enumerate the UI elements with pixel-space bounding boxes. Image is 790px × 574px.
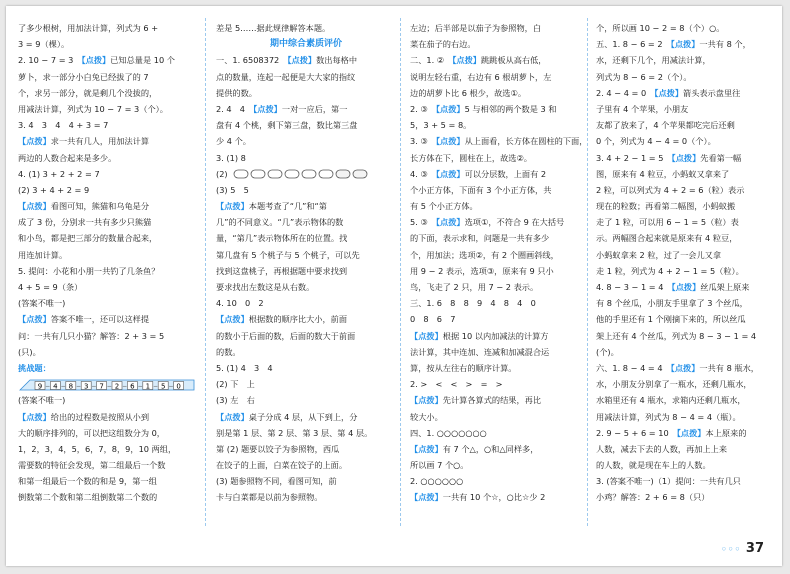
- train-number: 6: [130, 381, 135, 390]
- cloud-icon: [302, 170, 316, 178]
- text-line: 用连加计算。: [18, 249, 68, 260]
- column-divider: [205, 18, 206, 526]
- hint-tag: 【点拨】: [216, 411, 249, 422]
- text-line: 个，求另一部分，就是剩几个没拔的，: [18, 87, 158, 98]
- text-line: (答案不唯一): [18, 395, 66, 406]
- cloud-icon: [319, 170, 333, 178]
- text-line: 水，小朋友分别拿了一瓶水，还剩几瓶水，: [596, 379, 752, 390]
- text-line: 【点拨】看图可知，熊猫和乌龟是分: [18, 201, 150, 212]
- text-line: 个小正方体，下面有 3 个小正方体，共: [410, 184, 552, 195]
- text-line: 说明左轻右重，右边有 6 根胡萝卜，左: [410, 71, 552, 82]
- text-line: [18, 376, 198, 392]
- text-line: 3. ③ 【点拨】从上面看，长方体在圆柱的下面，: [410, 136, 588, 147]
- train-dash: −: [60, 382, 66, 390]
- text-line: 菜在茄子的右边。: [410, 39, 476, 50]
- hint-tag: 【点拨】: [18, 136, 51, 147]
- text-line: (只)。: [18, 346, 41, 357]
- text-line: 5. (1) 4 3 4: [216, 362, 273, 373]
- page-number-decoration: ◦◦◦: [721, 545, 742, 555]
- book-page: [6, 6, 782, 566]
- text-line: 找到这盘桃子，再根据题中要求找到: [216, 265, 348, 276]
- train-dash: −: [137, 382, 143, 390]
- text-line: 2. > < < > = >: [410, 379, 503, 390]
- text-line: 了多少根树，用加法计算，列式为 6 +: [18, 23, 159, 33]
- answer-column-2: [216, 20, 396, 506]
- text-line: 走 1 粒，列式为 4 + 2 − 1 = 5（粒）。: [596, 265, 744, 276]
- text-line: 4. ③ 【点拨】可以分层数，上面有 2: [410, 168, 547, 179]
- train-number: 0: [176, 381, 181, 390]
- text-line: 子里有 4 个苹果，小朋友: [596, 103, 689, 114]
- clouds-figure: [230, 168, 370, 180]
- text-line: 2. ③ 【点拨】5 与相邻的两个数是 3 和: [410, 103, 557, 114]
- train-dash: −: [122, 382, 128, 390]
- text-line: 2. 4 4 【点拨】一对一应后，第一: [216, 103, 348, 114]
- text-line: 个，用加法；选项②，有 2 个圈画斜线，: [410, 249, 559, 260]
- text-line: 【点拨】答案不唯一，还可以这样提: [18, 314, 150, 325]
- hint-tag: 【点拨】: [410, 330, 443, 341]
- train-dash: −: [152, 382, 159, 390]
- text-line: 【点拨】根据 10 以内加减法的计算方: [410, 330, 549, 341]
- text-line: 提供的数。: [216, 87, 257, 98]
- text-line: 六、1. 8 − 4 = 4 【点拨】一共有 8 瓶水，: [596, 362, 759, 373]
- text-line: 的人数，就是现在车上的人数。: [596, 460, 711, 471]
- text-line: 小蚂蚁拿来 2 粒，过了一会儿又拿: [596, 249, 722, 260]
- hint-tag: 【点拨】: [435, 136, 465, 147]
- text-line: 5，3 + 5 = 8。: [410, 120, 472, 131]
- text-line: 一、1. 6508372 【点拨】数出每格中: [216, 55, 358, 66]
- text-line: 有 8 个丝瓜，小朋友手里拿了 3 个丝瓜，: [596, 298, 748, 309]
- text-line: 2. 4 − 4 = 0 【点拨】箭头表示盘里往: [596, 87, 741, 98]
- text-line: 他的手里还有 1 个刚摘下来的，所以丝瓜: [596, 314, 746, 325]
- text-line: 和第一组最后一个数的和是 9，第一组: [18, 476, 157, 487]
- text-line: 倒数第二个数和第二组倒数第二个数的: [18, 492, 158, 503]
- column-divider: [400, 18, 401, 526]
- text-line: 4 + 5 = 9（条）: [18, 282, 83, 292]
- text-line: 盘有 4 个桃，剩下第三盘，数比第三盘: [216, 120, 358, 131]
- text-line: 算，按从左往右的顺序计算。: [410, 362, 517, 373]
- text-line: 用 9 − 2 表示，选项③，原来有 9 只小: [410, 265, 554, 276]
- text-line: 0 个，列式为 4 − 4 = 0（个）。: [596, 136, 716, 147]
- page-number-value: 37: [745, 541, 764, 556]
- text-line: 长方体在下，圆柱在上，故选②。: [410, 152, 532, 163]
- hint-tag: 【点拨】: [435, 168, 465, 179]
- text-line: 较大小。: [410, 411, 443, 422]
- answer-column-1: [18, 20, 198, 506]
- text-line: 成了 3 份，分别求一共有多少只熊猫: [18, 217, 152, 228]
- hint-tag: 【点拨】: [216, 314, 249, 325]
- text-line: 水，还剩下几个，用减法计算，: [596, 55, 711, 66]
- hint-tag: 【点拨】: [18, 411, 51, 422]
- hint-tag: 【点拨】: [452, 55, 481, 66]
- hint-tag: 【点拨】: [670, 39, 700, 50]
- text-line: 5. 提问：小花和小朋一共钓了几条鱼？: [18, 265, 160, 276]
- text-line: 2. ○○○○○○: [410, 476, 464, 487]
- challenge-heading: 挑战题：: [18, 362, 51, 373]
- train-dash: −: [168, 382, 174, 390]
- text-line: 2. 10 − 7 = 3 【点拨】已知总量是 10 个: [18, 55, 175, 66]
- text-line: 2. 9 − 5 + 6 = 10 【点拨】本上原来的: [596, 427, 747, 438]
- text-line: (3) 题参照物不同，看图可知，前: [216, 476, 337, 487]
- text-line: 水箱里还有 4 瓶水，求箱内还剩几瓶水，: [596, 395, 746, 406]
- text-line: (2): [216, 166, 396, 182]
- text-line: (2) 3 + 4 + 2 = 9: [18, 184, 90, 195]
- text-line: 点的数量，连起一起便是大大家的指纹: [216, 71, 356, 82]
- text-line: 要求找出左数这是从右数。: [216, 282, 315, 292]
- text-line: 的数小于后面的数，后面的数大于前面: [216, 330, 356, 341]
- text-line: 鸟，飞走了 2 只，用 7 − 2 表示。: [410, 282, 539, 292]
- text-line: 4. 10 0 2: [216, 298, 264, 309]
- cloud-icon: [268, 170, 282, 178]
- cloud-icon: [353, 170, 367, 178]
- text-line: 和小鸟，都是把三部分的数量合起来，: [18, 233, 158, 244]
- hint-tag: 【点拨】: [654, 87, 684, 98]
- text-line: (3) 5 5: [216, 184, 249, 195]
- train-number: 7: [99, 381, 104, 390]
- text-line: 现在的粒数；再看第二幅图，小蚂蚁搬: [596, 201, 736, 212]
- text-line: 量，“第几”表示物体所在的位置。找: [216, 233, 348, 244]
- text-line: 3. 4 + 2 − 1 = 5 【点拨】先看第一幅: [596, 152, 742, 163]
- text-line: 【点拨】给出的过程数是按照从小到: [18, 411, 150, 422]
- text-line: 用减法计算，列式为 8 − 4 = 4（瓶）。: [596, 411, 741, 422]
- hint-tag: 【点拨】: [18, 314, 51, 325]
- hint-tag: 【点拨】: [671, 152, 701, 163]
- text-line: 【点拨】先计算各算式的结果，再比: [410, 395, 542, 406]
- hint-tag: 【点拨】: [676, 427, 706, 438]
- hint-tag: 【点拨】: [216, 201, 249, 212]
- cloud-icon: [251, 170, 265, 178]
- train-number: 2: [114, 381, 120, 390]
- train-dash: −: [106, 382, 112, 390]
- hint-tag: 【点拨】: [410, 395, 443, 406]
- text-line: 四、1. ○○○○○○○: [410, 427, 487, 438]
- text-line: 【点拨】有 7 个△，○和△同样多，: [410, 443, 539, 454]
- text-line: 需要数的特征会发现，第二组最后一个数: [18, 460, 166, 471]
- text-line: 人数，减去下去的人数，再加上上来: [596, 443, 728, 454]
- text-line: 2 粒，可以列式为 4 + 2 = 6（粒）表示: [596, 184, 745, 195]
- text-line: 【点拨】本题考查了“几”和“第: [216, 201, 327, 212]
- text-line: 五、1. 8 − 6 = 2 【点拨】一共有 8 个，: [596, 39, 751, 50]
- section-title: 期中综合素质评价: [269, 39, 342, 50]
- train-dash: −: [91, 382, 97, 390]
- hint-tag: 【点拨】: [410, 443, 443, 454]
- hint-tag: 【点拨】: [435, 103, 465, 114]
- answer-column-3: [410, 20, 590, 506]
- text-line: 列式为 8 − 6 = 2（个）。: [596, 71, 692, 82]
- text-line: 图，原来有 4 粒豆，小蚂蚁又拿来了: [596, 168, 730, 179]
- text-line: 少 4 个。: [216, 136, 251, 147]
- text-line: 第 (2) 题要以饺子为参照物，西瓜: [216, 443, 340, 454]
- train-number: 5: [160, 381, 166, 390]
- text-line: 在饺子的上面，白菜在饺子的上面。: [216, 460, 348, 471]
- text-line: (答案不唯一): [18, 298, 66, 309]
- hint-tag: 【点拨】: [287, 55, 317, 66]
- text-line: (3) 左 右: [216, 395, 255, 406]
- text-line: 所以画 7 个○。: [410, 460, 469, 471]
- text-line: 小鸡？解答：2 + 6 = 8（只）: [596, 492, 710, 503]
- text-line: 差是 5……据此规律解答本题。: [216, 23, 331, 33]
- text-line: 三、1. 6 8 8 9 4 8 4 0: [410, 298, 536, 309]
- hint-tag: 【点拨】: [18, 201, 51, 212]
- text-line: 第几盘有 5 个桃子与 5 个桃子，可以先: [216, 249, 360, 260]
- text-line: 5. ③ 【点拨】选项①，不符合 9 在大括号: [410, 217, 565, 228]
- text-line: 大的顺序排列的，可以把这组数分为 0，: [18, 427, 165, 438]
- text-line: 走了 1 粒，可以用 6 − 1 = 5（粒）表: [596, 217, 739, 228]
- train-number: 1: [145, 381, 151, 390]
- text-line: (2) 下 上: [216, 379, 255, 390]
- text-line: 4. 8 − 3 − 1 = 4 【点拨】丝瓜架上原来: [596, 282, 750, 292]
- text-line: 【点拨】求一共有几人，用加法计算: [18, 136, 150, 147]
- text-line: 【点拨】一共有 10 个☆，○比☆少 2: [410, 492, 546, 503]
- text-line: 的数。: [216, 346, 241, 357]
- train-dash: −: [45, 382, 51, 390]
- text-line: 【点拨】桌子分成 4 层，从下到上，分: [216, 411, 358, 422]
- text-line: 二、1. ② 【点拨】跳跳板从高右低，: [410, 55, 547, 66]
- text-line: 0 8 6 7: [410, 314, 456, 325]
- train-number: 8: [68, 381, 74, 390]
- hint-tag: 【点拨】: [81, 55, 111, 66]
- text-line: 几”的不同意义。“几”表示物体的数: [216, 217, 344, 228]
- text-line: 边的胡萝卜比 6 根少，故选①。: [410, 87, 527, 98]
- train-number: 4: [53, 381, 58, 390]
- train-number: 3: [83, 381, 89, 390]
- page-number: [721, 541, 764, 556]
- text-line: 3. 4 3 4 4 + 3 = 7: [18, 120, 109, 131]
- number-train-figure: [18, 377, 198, 393]
- text-line: 萝卜，求一部分小白兔已经拔了的 7: [18, 71, 149, 82]
- text-line: 友都了放来了，4 个苹果都吃完后还剩: [596, 120, 735, 131]
- text-line: 的下面，表示求和，问题是一共有多少: [410, 233, 550, 244]
- cloud-icon: [285, 170, 299, 178]
- hint-tag: 【点拨】: [670, 362, 700, 373]
- answer-column-4: [596, 20, 776, 506]
- hint-tag: 【点拨】: [253, 103, 282, 114]
- text-line: 1，2，3，4，5，6，7，8，9，10 两组，: [18, 443, 177, 454]
- cloud-icon: [234, 170, 248, 178]
- text-line: 法计算，其中连加、连减和加减混合运: [410, 346, 550, 357]
- text-line: 3. (答案不唯一)（1）提问：一共有几只: [596, 476, 741, 487]
- cloud-icon: [336, 170, 350, 178]
- text-line: 左边；后半部是以茄子为参照物，白: [410, 23, 542, 33]
- text-line: 个，所以画 10 − 2 = 8（个）○。: [596, 23, 725, 33]
- text-line: 【点拨】根据数的顺序比大小，前面: [216, 314, 348, 325]
- text-line: 卡与白菜都是以前为参照物。: [216, 492, 323, 503]
- hint-tag: 【点拨】: [410, 492, 443, 503]
- text-line: 问：一共有几只小猫？解答：2 + 3 = 5: [18, 330, 165, 341]
- text-line: 架上还有 4 个丝瓜，列式为 8 − 3 − 1 = 4: [596, 330, 757, 341]
- text-line: 3. (1) 8: [216, 152, 246, 163]
- text-line: 示。两幅图合起来就是原来有 4 粒豆，: [596, 233, 738, 244]
- text-line: 3 = 9（棵）。: [18, 39, 70, 50]
- train-dash: −: [75, 382, 82, 390]
- text-line: 有 5 个小正方体。: [410, 201, 478, 212]
- text-line: 两边的人数合起来是多少。: [18, 152, 117, 163]
- text-line: 4. (1) 3 + 2 + 2 = 7: [18, 168, 100, 179]
- text-line: 用减法计算，列式为 10 − 7 = 3（个）。: [18, 103, 168, 114]
- hint-tag: 【点拨】: [671, 282, 701, 292]
- text-line: (个)。: [596, 346, 619, 357]
- train-number: 9: [37, 381, 43, 390]
- text-line: 别是第 1 层、第 2 层、第 3 层、第 4 层。: [216, 427, 373, 438]
- hint-tag: 【点拨】: [435, 217, 465, 228]
